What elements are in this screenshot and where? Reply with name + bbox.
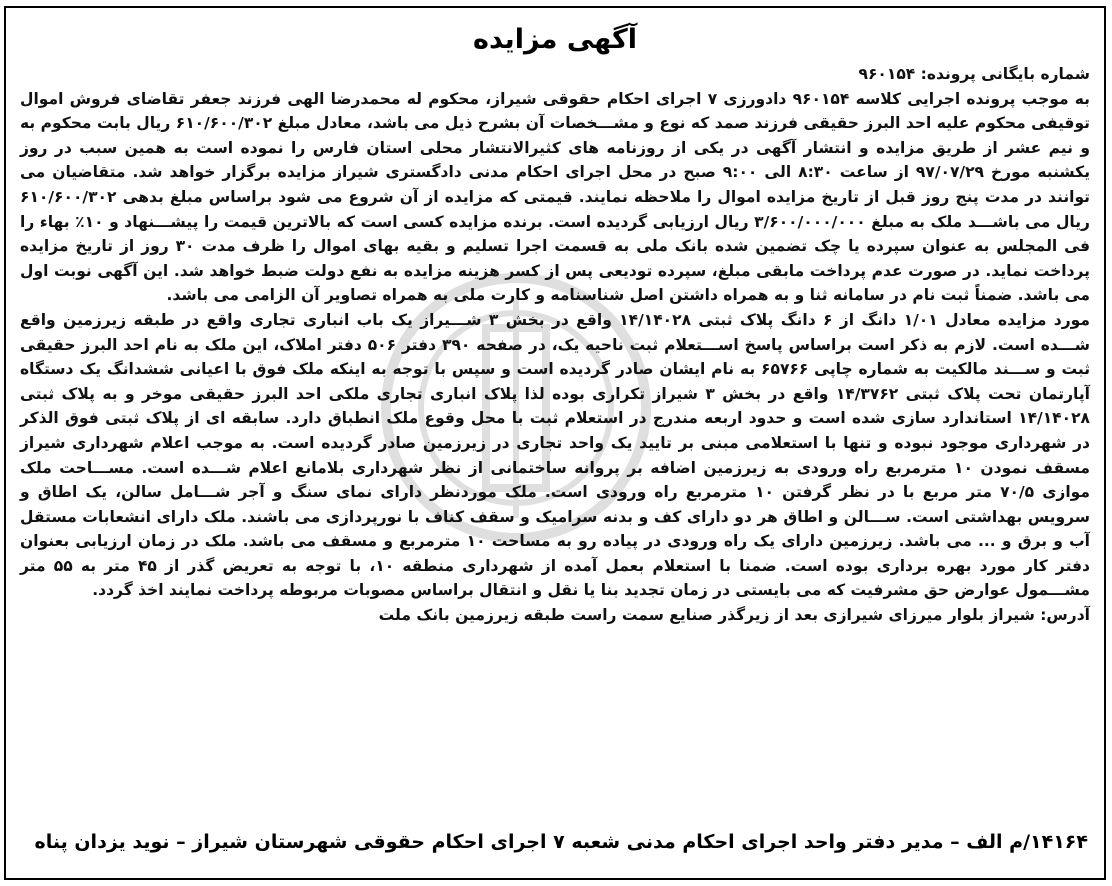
- notice-paragraph-2: مورد مزایده معادل ۱/۰۱ دانگ از ۶ دانگ پلاک ثبتی ۱۴/۱۴۰۲۸ واقع در بخش ۳ شـــیراز یک باب انباری تجاری واقع در طبقه زیرزمین واقع شـــده است. لازم به ذکر است براساس پاسخ اســـتعلام ثبت ناحیه یک، در صفحه ۳۹۰ دفتر ۵۰۶ دفتر املاک، این ملک به نام احد البرز حقیقی ثبت و ســـند مالکیت به شماره چاپی ۶۵۷۶۶ به نام ایشان صادر گردیده است و سپس با توجه به اینکه ملک فوق با اعیانی ششدانگ یک دستگاه آپارتمان تحت پلاک ثبتی ۱۴/۳۷۶۲ واقع در بخش ۳ شیراز تکراری بوده لذا پلاک انباری تجاری ملکی احد البرز حقیقی موخر و به پلاک ثبتی ۱۴/۱۴۰۲۸ استاندارد سازی شده است و حدود اربعه مندرج در استعلام ثبت با محل وقوع ملک انطباق دارد. سابقه ای از پلاک ثبتی فوق الذکر در شهرداری موجود نبوده و تنها با استعلامی مبنی بر تایید یک واحد تجاری در زیرزمین صادر گردیده است. به موجب اعلام شهرداری شیراز مسقف نمودن ۱۰ مترمربع راه ورودی به زیرزمین اضافه بر پروانه ساختمانی از نظر شهرداری بلامانع اعلام شـــده است. مســـاحت ملک موازی ۷۰/۵ متر مربع با در نظر گرفتن ۱۰ مترمربع راه ورودی است. ملک موردنظر دارای نمای سنگ و آجر شـــامل سالن، یک اطاق و سرویس بهداشتی است. ســـالن و اطاق هر دو دارای کف و بدنه سرامیک و سقف کناف با نورپردازی می باشند. ملک دارای انشعابات مستقل آب و برق و ... می باشد. زیرزمین دارای یک راه ورودی در پیاده رو به مساحت ۱۰ مترمربع و مسقف می باشد. ملک در زمان ارزیابی بعنوان دفتر کار مورد بهره برداری بوده است. ضمنا با استعلام بعمل آمده از شهرداری منطقه ۱۰، با توجه به تعریض گذر از ۴۵ متر به ۵۵ متر مشـــمول عوارض حق مشرفیت که می بایستی در زمان تجدید بنا یا نقل و انتقال براساس مصوبات مربوطه پرداخت نمایند اخذ گردد.: [20, 310, 1091, 600]
- notice-body: [6, 58, 1104, 628]
- notice-title: آگهی مزایده: [473, 24, 637, 55]
- signature-line: ۱۴۱۶۴/م الف – مدیر دفتر واحد اجرای احکام مدنی شعبه ۷ اجرای احکام حقوقی شهرستان شیراز – نوید یزدان پناه: [34, 831, 1088, 853]
- address-line: آدرس: شیراز بلوار میرزای شیرازی بعد از زیرگذر صنایع سمت راست طبقه زیرزمین بانک ملت: [378, 606, 1090, 625]
- notice-frame: [4, 6, 1106, 880]
- notice-paragraph-1: به موجب پرونده اجرایی کلاسه ۹۶۰۱۵۴ دادورزی ۷ اجرای احکام حقوقی شیراز، محکوم له محمدرضا الهی فرزند جعفر تقاضای فروش اموال توقیفی محکوم علیه احد البرز حقیقی فرزند صمد که نوع و مشـــخصات آن بشرح ذیل می باشد، معادل مبلغ ۶۱۰/۶۰۰/۳۰۲ ریال بابت محکوم به و نیم عشر از طریق مزایده و انتشار آگهی در یکی از روزنامه های کثیرالانتشار محلی استان فارس را نموده است به همین سبب در روز یکشنبه مورخ ۹۷/۰۷/۲۹ از ساعت ۸:۳۰ الی ۹:۰۰ صبح در محل اجرای احکام مدنی دادگستری شیراز مزایده برگزار خواهد شد. متقاضیان می توانند در مدت پنج روز قبل از تاریخ مزایده اموال را ملاحظه نمایند. قیمتی که مزایده از آن شروع می شود براساس مبلغ بدهی ۶۱۰/۶۰۰/۳۰۲ ریال می باشـــد ملک به مبلغ ۳/۶۰۰/۰۰۰/۰۰۰ ریال ارزیابی گردیده است. برنده مزایده کسی است که بالاترین قیمت را پیشـــنهاد و ۱۰٪ بهاء را فی المجلس به عنوان سپرده یا چک تضمین شده بانک ملی به قسمت اجرا تسلیم و بقیه بهای اموال را ظرف مدت ۳۰ روز از تاریخ مزایده پرداخت نماید. در صورت عدم پرداخت مابقی مبلغ، سپرده تودیعی پس از کسر هزینه مزایده به نفع دولت ضبط خواهد شد. این آگهی نوبت اول می باشد. ضمناً ثبت نام در سامانه ثنا و به همراه داشتن اصل شناسنامه و کارت ملی به همراه تصاویر آن الزامی می باشد.: [20, 89, 1091, 305]
- file-number-line: شماره بایگانی پرونده: ۹۶۰۱۵۴: [858, 65, 1090, 83]
